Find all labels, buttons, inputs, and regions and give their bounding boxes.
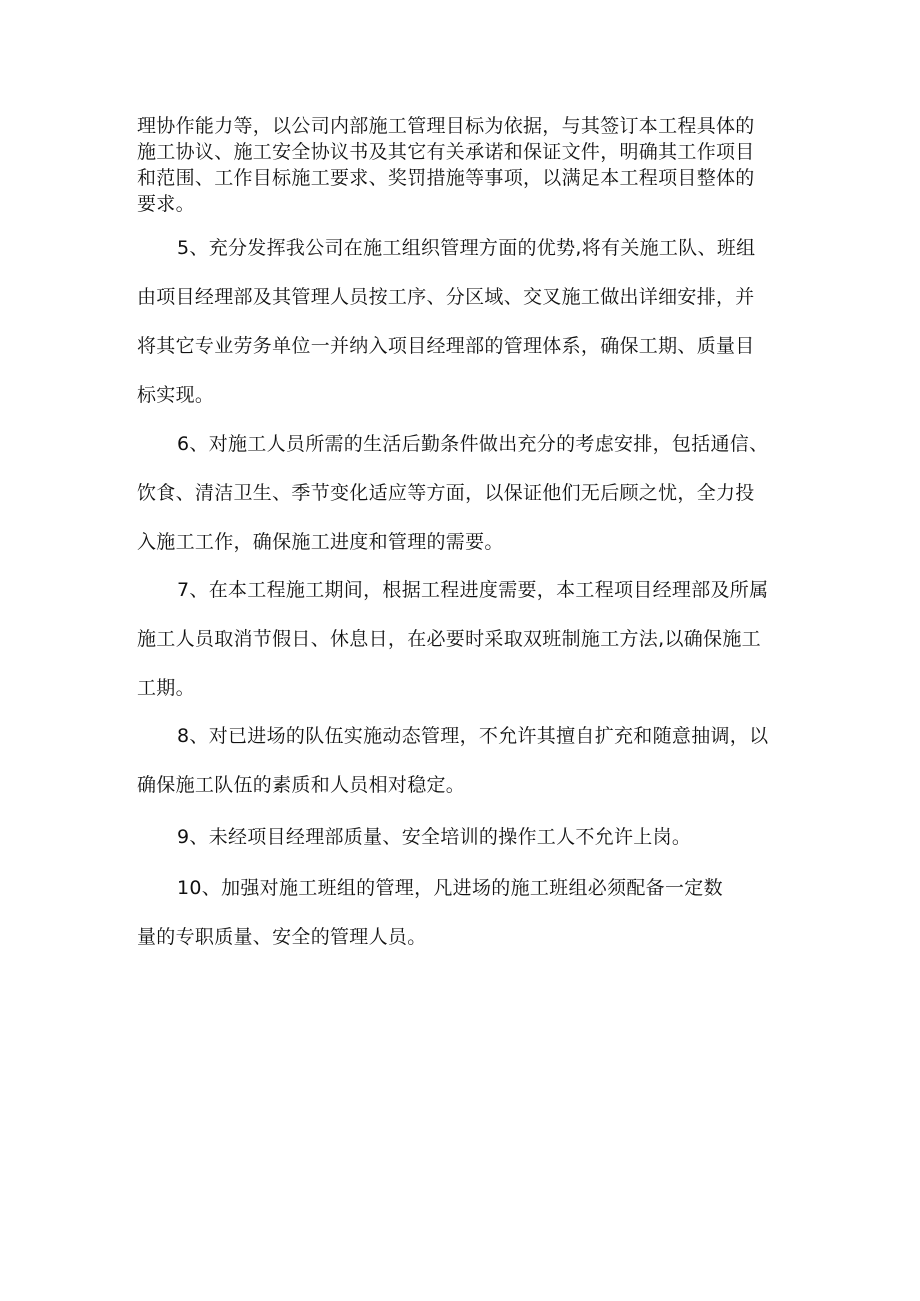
text-line: 和范围、工作目标施工要求、奖罚措施等事项，以满足本工程项目整体的 xyxy=(137,167,755,189)
paragraph-10-line: 10、加强对施工班组的管理，凡进场的施工班组必须配备一定数 xyxy=(177,877,723,899)
text-line: 标实现。 xyxy=(137,384,215,406)
text-line: 由项目经理部及其管理人员按工序、分区域、交叉施工做出详细安排，并 xyxy=(137,286,755,308)
text-line: 理协作能力等，以公司内部施工管理目标为依据，与其签订本工程具体的 xyxy=(137,115,755,137)
text-line: 将其它专业劳务单位一并纳入项目经理部的管理体系，确保工期、质量目 xyxy=(137,335,755,357)
text-line: 确保施工队伍的素质和人员相对稳定。 xyxy=(137,774,466,796)
paragraph-8-line: 8、对已进场的队伍实施动态管理，不允许其擅自扩充和随意抽调，以 xyxy=(177,725,769,747)
text-line: 要求。 xyxy=(137,193,195,215)
paragraph-6-line: 6、对施工人员所需的生活后勤条件做出充分的考虑安排，包括通信、 xyxy=(177,433,769,455)
text-line: 饮食、清洁卫生、季节变化适应等方面，以保证他们无后顾之忧，全力投 xyxy=(137,482,755,504)
paragraph-5-line: 5、充分发挥我公司在施工组织管理方面的优势,将有关施工队、班组 xyxy=(177,237,756,259)
text-line: 入施工工作，确保施工进度和管理的需要。 xyxy=(137,531,504,553)
text-line: 施工人员取消节假日、休息日，在必要时采取双班制施工方法,以确保施工 xyxy=(137,628,761,650)
text-line: 工期。 xyxy=(137,677,195,699)
text-line: 量的专职质量、安全的管理人员。 xyxy=(137,926,427,948)
paragraph-7-line: 7、在本工程施工期间，根据工程进度需要，本工程项目经理部及所属 xyxy=(177,579,769,601)
paragraph-9-line: 9、未经项目经理部质量、安全培训的操作工人不允许上岗。 xyxy=(177,826,692,848)
text-line: 施工协议、施工安全协议书及其它有关承诺和保证文件，明确其工作项目 xyxy=(137,141,755,163)
